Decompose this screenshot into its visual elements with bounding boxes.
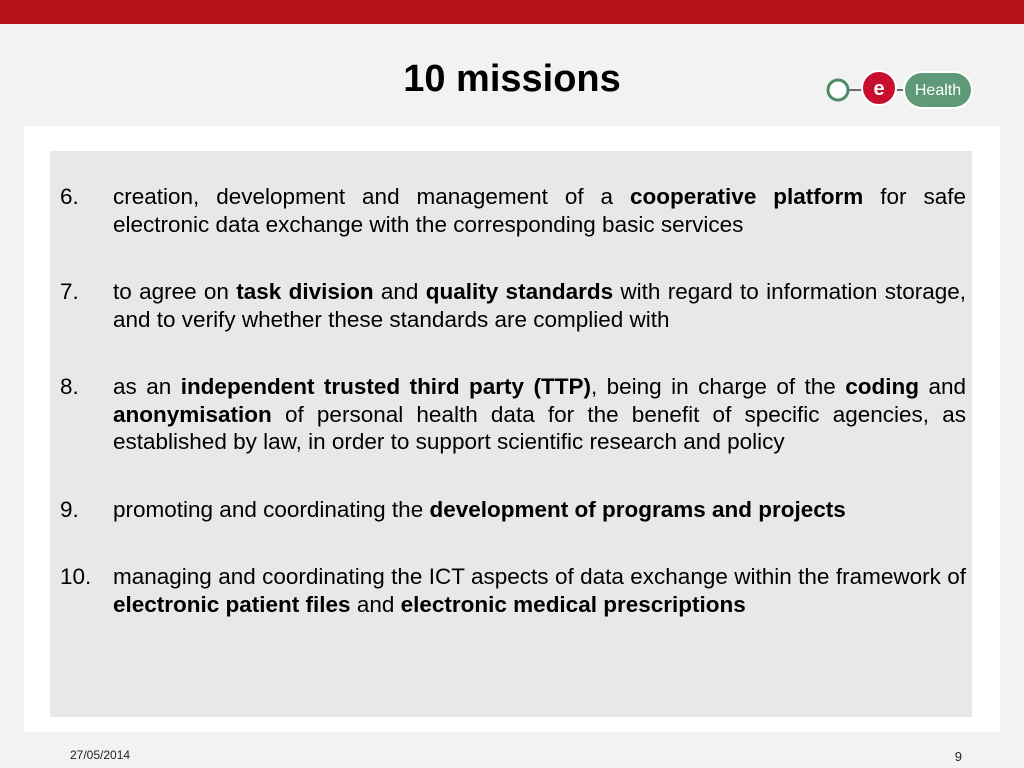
mission-item [50, 373, 966, 456]
logo-letter: e [873, 78, 885, 100]
mission-text-bold: cooperative platform [630, 184, 864, 209]
mission-text-segment: creation, development and management of a [113, 184, 631, 209]
mission-text-segment: , being in charge of the [590, 374, 846, 399]
footer-date: 27/05/2014 [70, 748, 131, 762]
mission-item [50, 496, 966, 524]
mission-text-segment: with regard to information storage, and to verify whether these standards are complied with [113, 279, 967, 332]
top-accent-bar [0, 0, 1024, 24]
mission-text-bold: task division [236, 279, 374, 304]
mission-number: 7. [60, 279, 79, 304]
mission-text-segment: managing and coordinating the ICT aspects of data exchange within the framework of [113, 564, 966, 589]
mission-item [50, 278, 966, 333]
mission-number: 9. [60, 496, 79, 522]
mission-text-segment: promoting and coordinating the [113, 496, 430, 522]
mission-text [113, 373, 966, 456]
missions-list [50, 183, 966, 658]
mission-text-bold: anonymisation [113, 401, 272, 427]
mission-text-bold: quality standards [425, 279, 614, 304]
mission-text-segment: and [373, 279, 426, 304]
mission-text-segment: of personal health data for the benefit of specific agencies, as established by law, in order to support scientific research and policy [113, 401, 966, 454]
mission-number: 8. [60, 374, 79, 399]
slide-title: 10 missions [403, 58, 621, 100]
mission-text-segment: and [919, 374, 966, 399]
mission-text-bold: independent trusted third party (TTP) [180, 374, 591, 399]
mission-text-bold: coding [845, 374, 920, 399]
mission-text [113, 278, 966, 333]
mission-text-segment: to agree on [113, 279, 237, 304]
mission-item [50, 563, 966, 618]
mission-text-segment: and [350, 591, 401, 617]
mission-text-bold: electronic medical prescriptions [400, 591, 746, 617]
logo-word: Health [914, 82, 962, 99]
mission-text-bold: electronic patient files [113, 591, 351, 617]
mission-text-bold: development of programs and projects [429, 496, 846, 522]
page-number: 9 [954, 749, 962, 764]
mission-text [113, 183, 966, 238]
mission-text-segment: for safe electronic data exchange with the corresponding basic services [113, 184, 966, 237]
ehealth-logo [824, 66, 974, 116]
mission-text [113, 563, 966, 618]
mission-item [50, 183, 966, 238]
mission-number: 10. [60, 564, 92, 589]
mission-text-segment: as an [113, 374, 181, 399]
content-panel [50, 151, 972, 717]
logo-ring [828, 80, 848, 100]
mission-number: 6. [60, 184, 79, 209]
mission-text [113, 496, 966, 524]
